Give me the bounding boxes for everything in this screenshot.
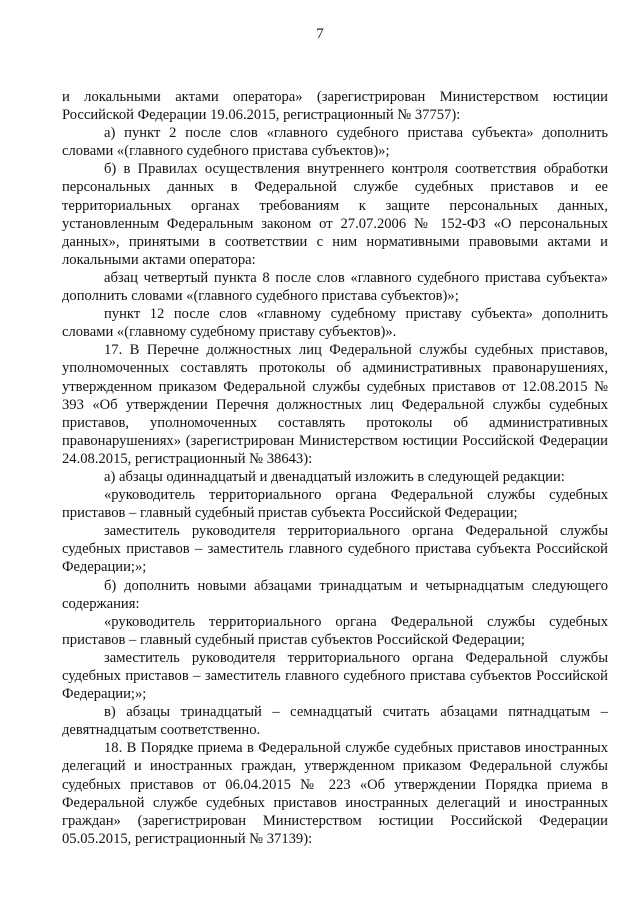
paragraph: заместитель руководителя территориального органа Федеральной службы судебных приставов – заместитель главного судебного пристава субъектов Российской Федерации;»; (62, 649, 608, 703)
paragraph: абзац четвертый пункта 8 после слов «главного судебного пристава субъекта» дополнить словами «(главного судебного пристава субъектов)»; (62, 269, 608, 305)
paragraph: а) пункт 2 после слов «главного судебного пристава субъекта» дополнить словами «(главного судебного пристава субъектов)»; (62, 125, 608, 160)
page-number: 7 (316, 26, 324, 42)
paragraph: в) абзацы тринадцатый – семнадцатый считать абзацами пятнадцатым – девятнадцатым соответственно. (62, 704, 608, 739)
paragraph: пункт 12 после слов «главному судебному приставу субъекта» дополнить словами «(главному судебному приставу субъектов)». (62, 306, 608, 341)
paragraph: б) дополнить новыми абзацами тринадцатым и четырнадцатым следующего содержания: (62, 577, 608, 612)
paragraph: 17. В Перечне должностных лиц Федеральной службы судебных приставов, уполномоченных составлять протоколы об административных правонарушениях, утвержденном приказом Федеральной службы судебных приставов от 12.08.2015 № 393 «Об утверждении Перечня должностных лиц Федеральной службы судебных приставов, уполномоченных составлять протоколы об административных правонарушениях» (зарегистрирован Министерством юстиции Российской Федерации 24.08.2015, регистрационный № 38643): (62, 342, 608, 467)
paragraph: «руководитель территориального органа Федеральной службы судебных приставов – главный судебный пристав субъекта Российской Федерации; (62, 487, 608, 522)
document-body (62, 88, 608, 848)
paragraph: 18. В Порядке приема в Федеральной службе судебных приставов иностранных делегаций и иностранных граждан, утвержденном приказом Федеральной службы судебных приставов от 06.04.2015 № 223 «Об утверждении Порядка приема в Федеральной службе судебных приставов иностранных делегаций и иностранных граждан» (зарегистрирован Министерством юстиции Российской Федерации 05.05.2015, регистрационный № 37139): (62, 740, 608, 847)
paragraph: заместитель руководителя территориального органа Федеральной службы судебных приставов – заместитель главного судебного пристава субъекта Российской Федерации;»; (62, 523, 608, 576)
paragraph: и локальными актами оператора» (зарегистрирован Министерством юстиции Российской Федерации 19.06.2015, регистрационный № 37757): (62, 89, 608, 124)
paragraph: б) в Правилах осуществления внутреннего контроля соответствия обработки персональных данных в Федеральной службе судебных приставов и ее территориальных органах требованиям к защите персональных данных, установленным Федеральным законом от 27.07.2006 № 152-ФЗ «О персональных данных», принятыми в соответствии с ним нормативными правовыми актами и локальными актами оператора: (62, 161, 608, 268)
paragraph: а) абзацы одиннадцатый и двенадцатый изложить в следующей редакции: (104, 468, 565, 485)
paragraph: «руководитель территориального органа Федеральной службы судебных приставов – главный судебный пристав субъектов Российской Федерации; (62, 613, 608, 648)
